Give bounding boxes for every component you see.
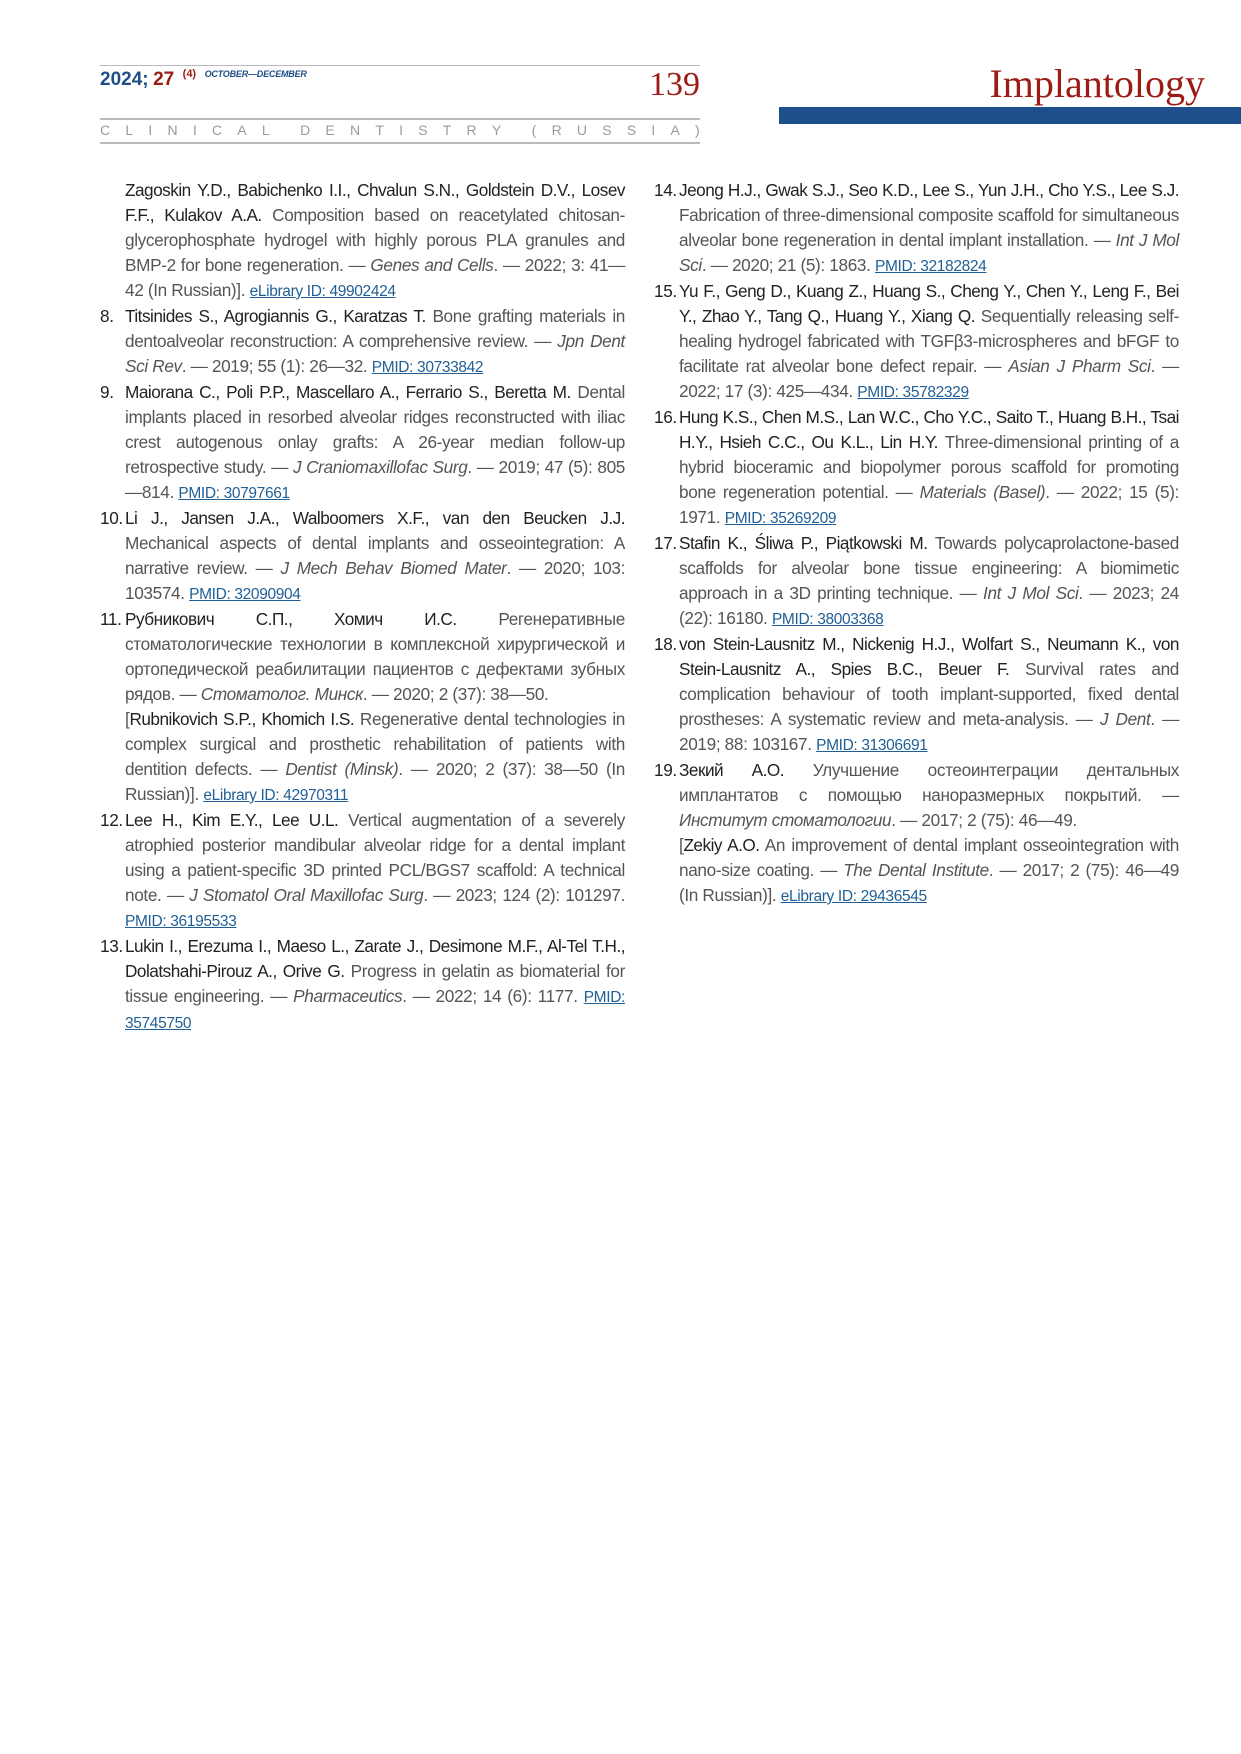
reference-details: . — 2022; 17 (3): 425—434.: [679, 356, 1179, 401]
reference-item: [100, 178, 625, 304]
journal-letter: N: [167, 122, 178, 138]
reference-title: Bone grafting materials in dentoalveolar reconstruction: A comprehensive review. —: [125, 306, 625, 351]
reference-number: 8.: [100, 306, 114, 326]
reference-authors: Зекий А.О.: [679, 760, 785, 780]
reference-number: 18.: [654, 634, 677, 654]
journal-letter: ): [695, 122, 700, 138]
journal-letter: (: [531, 122, 537, 138]
journal-letter: L: [261, 122, 270, 138]
reference-journal: Pharmaceutics: [293, 986, 403, 1006]
reference-journal: Asian J Pharm Sci: [1008, 356, 1151, 376]
reference-journal: Int J Mol Sci: [983, 583, 1079, 603]
reference-journal: Институт стоматологии: [679, 810, 892, 830]
reference-number: 17.: [654, 533, 677, 553]
reference-item: [100, 304, 625, 380]
issue-info: [100, 68, 307, 91]
reference-details: . — 2020; 2 (37): 38—50.: [362, 684, 549, 704]
reference-title: Fabrication of three-dimensional composite scaffold for simultaneous alveolar bone regeneration in dental implant installation. —: [679, 205, 1179, 250]
reference-title: Composition based on reacetylated chitosan-glycerophosphate hydrogel with highly porous PLA granules and BMP-2 for bone regeneration. —: [125, 205, 625, 275]
journal-letter: R: [466, 122, 477, 138]
reference-journal: Genes and Cells: [370, 255, 494, 275]
reference-journal: Materials (Basel): [919, 482, 1046, 502]
reference-authors: Yu F., Geng D., Kuang Z., Huang S., Cheng Y., Chen Y., Leng F., Bei Y., Zhao Y., Tang Q., Huang Y., Xiang Q.: [679, 281, 1179, 326]
translation-title: Regenerative dental technologies in complex surgical and prosthetic rehabilitation of patients with dentition defects. —: [125, 709, 625, 779]
reference-details: . — 2019; 47 (5): 805—814.: [125, 457, 625, 502]
reference-item: [100, 934, 625, 1036]
reference-authors: Stafin K., Śliwa P., Piątkowski M.: [679, 533, 928, 553]
reference-link[interactable]: PMID: 38003368: [771, 611, 884, 628]
reference-item: [654, 632, 1179, 758]
translation-journal: The Dental Institute: [843, 860, 989, 880]
reference-link[interactable]: PMID: 35782329: [857, 384, 969, 401]
reference-link[interactable]: PMID: 35745750: [125, 989, 625, 1032]
reference-title: Регенеративные стоматологические технологии в комплексной хирургической и ортопедической реабилитации пациентов с дефектами зубных рядов. —: [125, 609, 625, 704]
reference-authors: Titsinides S., Agrogiannis G., Karatzas T.: [125, 306, 426, 326]
issue-number: (4): [182, 68, 197, 80]
reference-item: [654, 531, 1179, 632]
journal-letter: S: [602, 122, 612, 138]
reference-item: [654, 405, 1179, 531]
reference-item: [100, 506, 625, 607]
journal-letter: C: [100, 122, 111, 138]
reference-item: [654, 178, 1179, 279]
reference-link[interactable]: PMID: 32182824: [874, 258, 987, 275]
section-bar: [779, 107, 1241, 124]
issue-period: OCTOBER—DECEMBER: [204, 69, 307, 79]
journal-letter: I: [399, 122, 403, 138]
translation-authors: Zekiy A.O.: [683, 835, 760, 855]
reference-title: Three-dimensional printing of a hybrid bioceramic and biopolymer porous scaffold for promoting bone regeneration potential. —: [679, 432, 1179, 502]
reference-journal: J Mech Behav Biomed Mater: [280, 558, 507, 578]
reference-translation: [Rubnikovich S.P., Khomich I.S. Regenerative dental technologies in complex surgical and prosthetic rehabilitation of patients with dentition defects. — Dentist (Minsk). — 2020; 2 (37): 38—50 (In Russian)]. eLibrary ID: 42970311: [125, 709, 625, 804]
reference-item: [654, 758, 1179, 909]
reference-journal: J Stomatol Oral Maxillofac Surg: [189, 885, 424, 905]
journal-letter: I: [192, 122, 197, 138]
reference-journal: J Craniomaxillofac Surg: [292, 457, 468, 477]
reference-item: [100, 380, 625, 506]
reference-journal: J Dent: [1099, 709, 1151, 729]
reference-number: 12.: [100, 810, 123, 830]
reference-authors: von Stein-Lausnitz M., Nickenig H.J., Wolfart S., Neumann K., von Stein-Lausnitz A., Spies B.C., Beuer F.: [679, 634, 1179, 679]
reference-authors: Рубникович С.П., Хомич И.С.: [125, 609, 457, 629]
journal-letter: I: [651, 122, 656, 138]
translation-title: An improvement of dental implant osseointegration with nano-size coating. —: [679, 835, 1179, 880]
journal-letter: E: [325, 122, 335, 138]
references-left-column: [100, 178, 625, 1036]
journal-letter: Y: [491, 122, 502, 138]
reference-title: Survival rates and complication behaviour of tooth implant-supported, fixed dental prostheses: A systematic review and meta-analysis. —: [679, 659, 1179, 729]
translation-authors: Rubnikovich S.P., Khomich I.S.: [129, 709, 355, 729]
journal-letter: C: [211, 122, 223, 138]
journal-letter: U: [576, 122, 588, 138]
journal-letter: R: [551, 122, 562, 138]
header-top-rule: [100, 65, 700, 66]
issue-volume: 27: [153, 69, 175, 90]
journal-letter: S: [418, 122, 428, 138]
page-number: 139: [649, 66, 700, 103]
reference-details: . — 2019; 88: 103167.: [679, 709, 1179, 754]
reference-number: 15.: [654, 281, 677, 301]
reference-link[interactable]: eLibrary ID: 49902424: [249, 283, 396, 300]
reference-link[interactable]: PMID: 30733842: [371, 359, 484, 376]
reference-title: Towards polycaprolactone-based scaffolds for alveolar bone tissue engineering: A biomimetic approach in a 3D printing technique. —: [679, 533, 1179, 603]
reference-link[interactable]: PMID: 36195533: [125, 913, 237, 930]
reference-title: Progress in gelatin as biomaterial for tissue engineering. —: [125, 961, 625, 1006]
reference-journal: Int J Mol Sci: [679, 230, 1179, 275]
reference-link[interactable]: PMID: 35269209: [724, 510, 837, 527]
reference-title: Sequentially releasing self-healing hydrogel fabricated with TGFβ3-microspheres and bFGF to facilitate rat alveolar bone defect repair. —: [679, 306, 1179, 376]
reference-number: 13.: [100, 936, 123, 956]
reference-details: . — 2020; 103: 103574.: [125, 558, 626, 603]
reference-link[interactable]: PMID: 30797661: [178, 485, 290, 502]
translation-journal: Dentist (Minsk): [285, 759, 399, 779]
reference-link[interactable]: eLibrary ID: 42970311: [203, 787, 349, 804]
reference-details: . — 2023; 24 (22): 16180.: [679, 583, 1179, 628]
journal-letter: N: [349, 122, 361, 138]
reference-item: [100, 808, 625, 934]
issue-year: 2024;: [100, 69, 149, 90]
reference-number: 11.: [100, 609, 122, 629]
reference-link[interactable]: eLibrary ID: 29436545: [780, 888, 927, 905]
reference-authors: Zagoskin Y.D., Babichenko I.I., Chvalun S.N., Goldstein D.V., Losev F.F., Kulakov A.A.: [125, 180, 625, 225]
journal-letter: S: [626, 122, 637, 138]
reference-number: 16.: [654, 407, 677, 427]
journal-name: [100, 122, 700, 138]
reference-authors: Hung K.S., Chen M.S., Lan W.C., Cho Y.C., Saito T., Huang B.H., Tsai H.Y., Hsieh C.C., Ou K.L., Lin H.Y.: [679, 407, 1179, 452]
header-mid-rule: [100, 118, 700, 120]
reference-link[interactable]: PMID: 31306691: [816, 737, 928, 754]
reference-authors: Maiorana C., Poli P.P., Mascellaro A., Ferrario S., Beretta M.: [125, 382, 571, 402]
journal-letter: T: [375, 122, 384, 138]
references-right-column: [654, 178, 1179, 909]
reference-number: 14.: [654, 180, 677, 200]
reference-details: . — 2017; 2 (75): 46—49.: [891, 810, 1077, 830]
journal-letter: D: [300, 122, 311, 138]
reference-title: Mechanical aspects of dental implants and osseointegration: A narrative review. —: [125, 533, 625, 578]
reference-journal: Jpn Dent Sci Rev: [125, 331, 625, 376]
reference-title: Dental implants placed in resorbed alveolar ridges reconstructed with iliac crest autogenous onlay grafts: A 26-year median follow-up retrospective study. —: [125, 382, 625, 477]
reference-authors: Lukin I., Erezuma I., Maeso L., Zarate J., Desimone M.F., Al-Tel T.H., Dolatshahi-Pirouz A., Orive G.: [125, 936, 625, 981]
reference-details: . — 2023; 124 (2): 101297.: [423, 885, 625, 905]
reference-authors: Lee H., Kim E.Y., Lee U.L.: [125, 810, 339, 830]
reference-link[interactable]: PMID: 32090904: [189, 586, 301, 603]
reference-details: . — 2019; 55 (1): 26—32.: [181, 356, 368, 376]
reference-details: . — 2020; 21 (5): 1863.: [701, 255, 871, 275]
header-bottom-rule: [100, 142, 700, 144]
reference-item: [100, 607, 625, 808]
reference-journal: Стоматолог. Минск: [200, 684, 363, 704]
reference-details: . — 2022; 3: 41—42 (In Russian)].: [125, 255, 625, 300]
reference-authors: Jeong H.J., Gwak S.J., Seo K.D., Lee S., Yun J.H., Cho Y.S., Lee S.J.: [679, 180, 1179, 200]
reference-number: 9.: [100, 382, 114, 402]
reference-details: . — 2022; 15 (5): 1971.: [679, 482, 1179, 527]
reference-translation: [Zekiy A.O. An improvement of dental implant osseointegration with nano-size coating. — The Dental Institute. — 2017; 2 (75): 46—49 (In Russian)]. eLibrary ID: 29436545: [679, 835, 1179, 905]
reference-title: Vertical augmentation of a severely atrophied posterior mandibular alveolar ridge for a dental implant using a patient-specific 3D printed PCL/BGS7 scaffold: A technical note. —: [125, 810, 625, 905]
reference-number: 10.: [100, 508, 123, 528]
section-title: Implantology: [989, 61, 1205, 106]
journal-letter: T: [442, 122, 452, 138]
reference-title: Улучшение остеоинтеграции дентальных имплантатов с помощью наноразмерных покрытий. —: [679, 760, 1179, 805]
journal-letter: A: [237, 122, 247, 138]
translation-details: . — 2017; 2 (75): 46—49 (In Russian)].: [679, 860, 1179, 905]
journal-letter: A: [670, 122, 680, 138]
journal-letter: L: [125, 122, 134, 138]
reference-number: 19.: [654, 760, 677, 780]
reference-authors: Li J., Jansen J.A., Walboomers X.F., van den Beucken J.J.: [125, 508, 625, 528]
reference-details: . — 2022; 14 (6): 1177.: [402, 986, 578, 1006]
translation-details: . — 2020; 2 (37): 38—50 (In Russian)].: [125, 759, 625, 804]
journal-letter: I: [148, 122, 153, 138]
reference-item: [654, 279, 1179, 405]
